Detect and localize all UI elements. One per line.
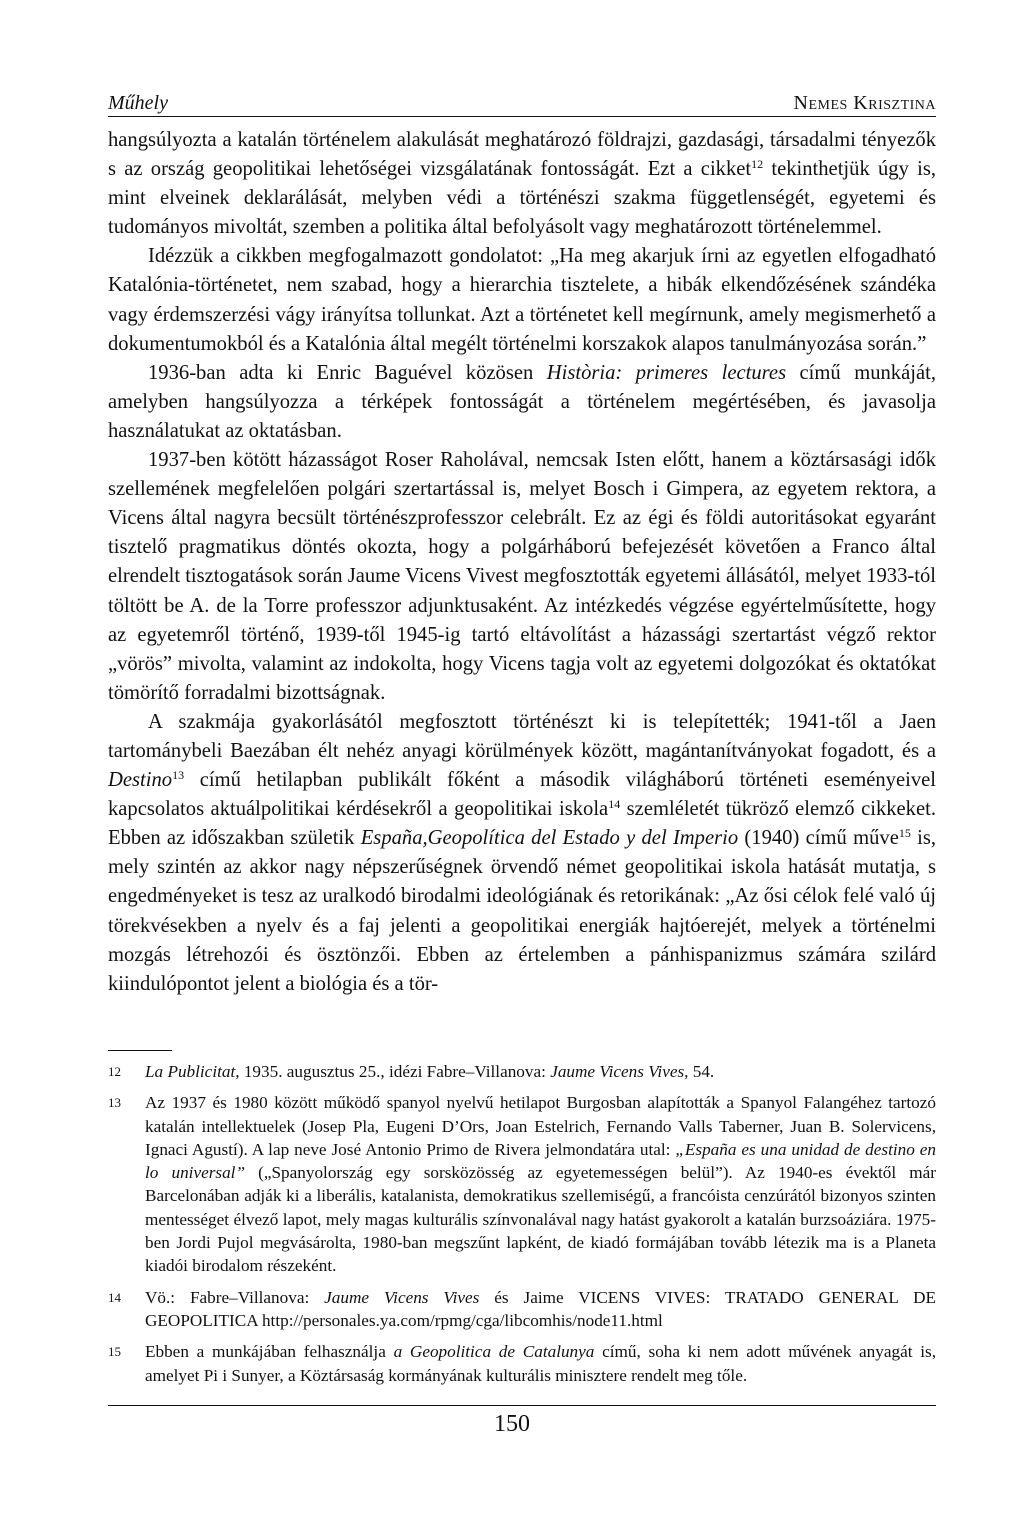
text-run: szemléletét tükröző elemző cikkeket. Ebben az időszakban születik [108,798,936,850]
text-run: és Jaime VICENS VIVES: TRATADO GENERAL DE GEOPOLITICA http://personales.ya.com/rpmg/cga/libcomhis/node11.html [145,1287,937,1330]
cited-title: Jaume Vicens Vives [324,1287,480,1307]
footnote-number: 13 [108,1095,121,1111]
text-run: 54. [688,1062,715,1081]
cited-title: Jaume Vicens Vives, [550,1062,689,1081]
text-run: című hetilapban publikált főként a második világháború történeti eseményeivel kapcsolatos aktuálpolitikai kérdésekről a geopolitikai iskola [108,769,936,821]
cited-title: La Publicitat, [145,1062,240,1081]
text-run: című munkáját, amelyben hangsúlyozza a térképek fontosságát a történelem megértésében, és javasolja használatukat az oktatásban. [108,361,936,442]
footnotes [108,1060,936,1395]
main-text [108,126,936,999]
text-run: is, mely szintén az akkor nagy népszerűségnek örvendő német geopolitikai iskola hatását mutatja, s engedményeket is tesz az uralkodó birodalmi ideológiának és retorikának: „Az ősi célok felé való új törekvésekben a nyelv és a faj jelenti a geopolitikai energiák hajtóerejét, melyek a történelmi mozgás létrehozói és ösztönzői. Ebben az értelemben a pánhispanizmus számára szilárd kiindulópontot jelent a biológia és a tör- [108,827,937,995]
section-title: Műhely [108,92,168,114]
footnote-number: 15 [108,1344,121,1360]
footnote-15 [108,1340,936,1387]
periodical-title: Destino [108,769,173,792]
footnote-ref: 12 [751,157,764,172]
cited-title: a Geopolitica de Catalunya [393,1342,595,1362]
book-title: España,Geopolítica del Estado y del Imperio [360,827,739,850]
text-run: A szakmája gyakorlásától megfosztott történészt ki is telepítették; 1941-től a Jaen tartománybeli Baezában élt nehéz anyagi körülmények között, magántanítványokat fogadott, és a [108,710,936,762]
paragraph [108,708,936,999]
footnote-14 [108,1286,936,1333]
text-run: tekinthetjük úgy is, mint elveinek deklarálását, melyben védi a történészi szakma függetlenségét, egyetemi és tudományos mivoltát, szemben a politika által befolyásolt vagy meghatározott történelemmel. [108,158,936,239]
footnote-ref: 14 [608,797,621,812]
paragraph: 1937-ben kötött házasságot Roser Raholával, nemcsak Isten előtt, hanem a köztársasági idők szellemének megfelelően polgári szertartással is, melyet Bosch i Gimpera, az egyetem rektora, a Vicens által nagyra becsült történészprofesszor celebrált. Ez az égi és földi autoritásokat egyaránt tisztelő pragmatikus döntés okozta, hogy a polgárháború befejezését követően a Franco által elrendelt tisztogatások során Jaume Vicens Vivest megfosztották egyetemi állásától, melyet 1933-tól töltött be A. de la Torre professzor adjunktusaként. Az intézkedés végzése egyértelműsítette, hogy az egyetemről történő, 1939-től 1945-ig tartó eltávolítást a házassági szertartást végző rektor „vörös” mivolta, valamint az indokolta, hogy Vicens tagja volt az egyetemi dolgozókat és oktatókat tömörítő forradalmi bizottságnak. [108,449,936,704]
text-run: 1935. augusztus 25., idézi Fabre–Villanova: [239,1062,551,1081]
page-number: 150 [494,1411,530,1437]
author-name: Nemes Krisztina [793,92,936,114]
text-run: 1936-ban adta ki Enric Baguével közösen [148,361,547,384]
paragraph [108,359,936,446]
footnote-ref: 15 [898,826,911,841]
paragraph: Idézzük a cikkben megfogalmazott gondolatot: „Ha meg akarjuk írni az egyetlen elfogadható Katalónia-történetet, nem szabad, hogy a hierarchia tisztelete, a hibák elkendőzésének szándéka vagy érdemszerzési vágy irányítsa tollunkat. Azt a történetet kell megírnunk, amely megismerhető a dokumentumokból és a Katalónia által megélt történelmi korszakok alapos tanulmányozása során.” [108,245,936,355]
text-run: Vö.: Fabre–Villanova: [145,1287,325,1307]
text-run: („Spanyolország egy sorsközösség az egyetemességen belül”). Az 1940-es évektől már Barcelonában adják ki a liberális, katalanista, demokratikus szellemiségű, a francóista cenzúrától bizonyos szinten mentességet élvező lapot, mely magas kulturális színvonalával nagy hatást gyakorolt a katalán burzsoáziára. 1975-ben Jordi Pujol megvásárolta, 1980-ban megszűnt lapként, de kiadó formájában tovább létezik ma is a Planeta kiadói birodalom részeként. [145,1163,936,1276]
footnote-12 [108,1060,936,1083]
paragraph [108,126,936,242]
footnote-number: 14 [108,1289,121,1305]
running-header [108,82,936,117]
footnote-number: 12 [108,1064,121,1079]
footnote-divider [108,1050,172,1051]
footnote-ref: 13 [172,768,185,783]
footnote-13 [108,1091,936,1277]
text-run: (1940) című műve [738,827,899,850]
text-run: hangsúlyozta a katalán történelem alakulását meghatározó földrajzi, gazdasági, társadalmi tényezők s az ország geopolitikai lehetőségei vizsgálatának fontosságát. Ezt a cikket [108,129,936,181]
text-run: Az 1937 és 1980 között működő spanyol nyelvű hetilapot Burgosban alapították a Spanyol Falangéhez tartozó katalán intellektuelek (Josep Pla, Eugeni D’Ors, Joan Estelrich, Fernando Valls Taberner, Juan B. Solervicens, Ignaci Agustí). A lap neve José Antonio Primo de Rivera jelmondatára utal: [145,1093,936,1159]
book-title: Història: primeres lectures [546,361,787,384]
text-run: Ebben a munkájában felhasználja [145,1342,394,1362]
text-run: című, soha ki nem adott művének anyagát is, amelyet Pi i Sunyer, a Köztársaság kormányának kulturális minisztere rendelt meg tőle. [145,1342,936,1385]
quoted-motto: „España es una unidad de destino en lo universal” [145,1139,936,1183]
